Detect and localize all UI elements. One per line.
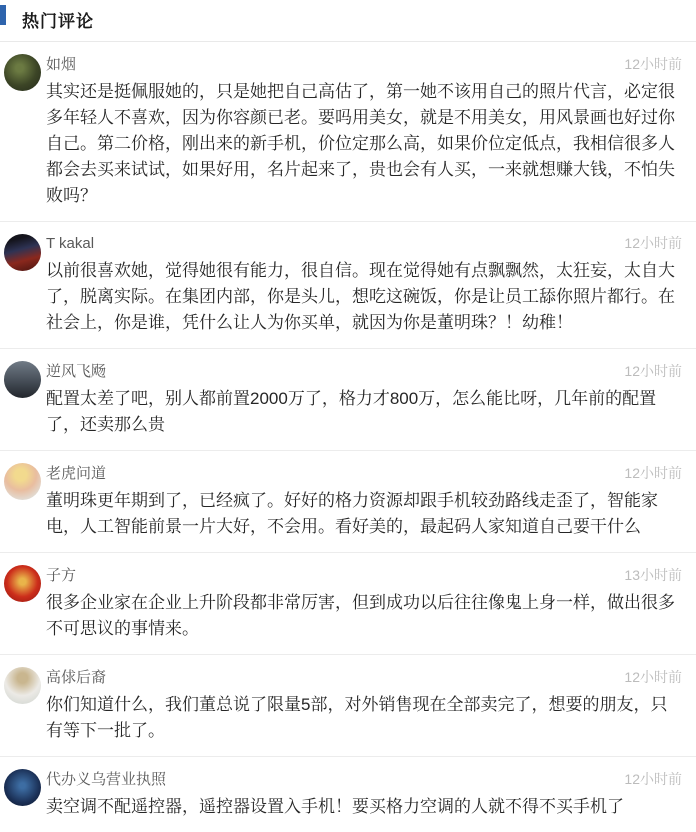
comments-section-header <box>0 0 696 42</box>
comment-item <box>0 42 696 222</box>
comment-username[interactable]: 高俅后裔 <box>46 669 107 686</box>
avatar[interactable] <box>4 463 41 500</box>
comment-timestamp: 13小时前 <box>624 567 682 583</box>
comment-item <box>0 655 696 757</box>
avatar[interactable] <box>4 565 41 602</box>
comment-item <box>0 451 696 553</box>
comment-timestamp: 12小时前 <box>624 363 682 379</box>
avatar[interactable] <box>4 234 41 271</box>
comment-timestamp: 12小时前 <box>624 669 682 685</box>
comment-timestamp: 12小时前 <box>624 56 682 72</box>
comment-username[interactable]: 子方 <box>46 567 77 584</box>
comment-text: 卖空调不配遥控器，遥控器设置入手机！要买格力空调的人就不得不买手机了 <box>46 797 624 816</box>
accent-bar <box>0 5 6 25</box>
avatar[interactable] <box>4 54 41 91</box>
avatar[interactable] <box>4 769 41 806</box>
avatar[interactable] <box>4 361 41 398</box>
comment-item <box>0 757 696 832</box>
comment-item <box>0 222 696 349</box>
avatar[interactable] <box>4 667 41 704</box>
comment-text: 你们知道什么，我们董总说了限量5部，对外销售现在全部卖完了，想要的朋友，只有等下一批了。 <box>46 695 668 740</box>
comment-text: 配置太差了吧，别人都前置2000万了，格力才800万，怎么能比呀，几年前的配置了，还卖那么贵 <box>46 389 657 434</box>
comment-item <box>0 553 696 655</box>
section-title: 热门评论 <box>22 12 94 31</box>
comment-text: 很多企业家在企业上升阶段都非常厉害，但到成功以后往往像鬼上身一样，做出很多不可思议的事情来。 <box>46 593 675 638</box>
comment-username[interactable]: 老虎问道 <box>46 465 107 482</box>
comment-username[interactable]: T kakal <box>46 235 95 252</box>
comment-text: 其实还是挺佩服她的，只是她把自己高估了，第一她不该用自己的照片代言，必定很多年轻人不喜欢，因为你容颜已老。要吗用美女，就是不用美女，用风景画也好过你自己。第二价格，刚出来的新手机，价位定那么高，如果价位定低点，我相信很多人都会去买来试试，如果好用，名片起来了，贵也会有人买，一来就想赚大钱，不怕失败吗？ <box>46 82 675 205</box>
comments-list <box>0 42 696 832</box>
comment-username[interactable]: 如烟 <box>46 56 77 73</box>
comment-text: 以前很喜欢她，觉得她很有能力，很自信。现在觉得她有点飘飘然，太狂妄，太自大了，脱离实际。在集团内部，你是头儿，想吃这碗饭，你是让员工舔你照片都行。在社会上，你是谁，凭什么让人为你买单，就因为你是董明珠？！幼稚！ <box>46 261 675 332</box>
comment-username[interactable]: 代办义乌营业执照 <box>46 771 167 788</box>
comment-item <box>0 349 696 451</box>
comment-username[interactable]: 逆风飞飏 <box>46 363 107 380</box>
comment-timestamp: 12小时前 <box>624 771 682 787</box>
comment-text: 董明珠更年期到了，已经疯了。好好的格力资源却跟手机较劲路线走歪了，智能家电，人工智能前景一片大好，不会用。看好美的，最起码人家知道自己要干什么 <box>46 491 658 536</box>
comment-timestamp: 12小时前 <box>624 465 682 481</box>
comment-timestamp: 12小时前 <box>624 235 682 251</box>
